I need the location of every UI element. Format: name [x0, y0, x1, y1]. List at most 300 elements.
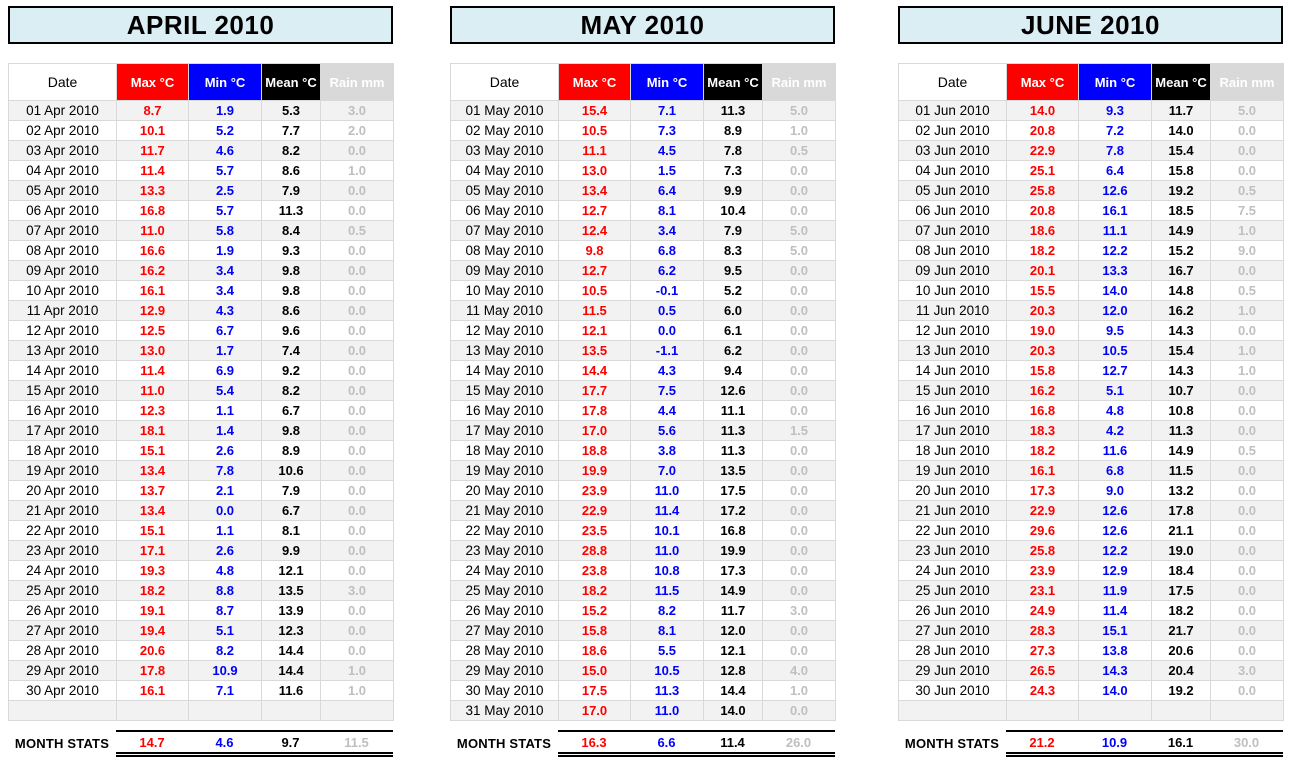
- min-value: 9.5: [1079, 321, 1152, 341]
- date-value: 25 May 2010: [451, 581, 559, 601]
- max-value: 18.1: [117, 421, 189, 441]
- max-value: 12.1: [559, 321, 631, 341]
- max-value: 16.2: [117, 261, 189, 281]
- max-value: 19.9: [559, 461, 631, 481]
- stats-min-value: 10.9: [1101, 735, 1128, 750]
- min-value: 14.3: [1079, 661, 1152, 681]
- month-panel-june: [898, 6, 1283, 757]
- rain-value: 1.0: [321, 161, 394, 181]
- date-value: 11 Apr 2010: [9, 301, 117, 321]
- min-value: 8.8: [189, 581, 262, 601]
- mean-value: 14.9: [1152, 221, 1211, 241]
- date-value: 28 Apr 2010: [9, 641, 117, 661]
- min-value: 11.3: [631, 681, 704, 701]
- rain-value: 0.0: [763, 621, 836, 641]
- min-value: 10.1: [631, 521, 704, 541]
- mean-value: 17.2: [704, 501, 763, 521]
- date-value: 04 Apr 2010: [9, 161, 117, 181]
- mean-value: 7.8: [704, 141, 763, 161]
- date-value: 01 May 2010: [451, 101, 559, 121]
- table-row: [451, 101, 836, 121]
- date-value: 23 May 2010: [451, 541, 559, 561]
- weather-table-body: [9, 101, 394, 721]
- max-value: 23.9: [559, 481, 631, 501]
- table-row: [9, 581, 394, 601]
- mean-value: 11.6: [262, 681, 321, 701]
- min-value: 4.8: [189, 561, 262, 581]
- rain-value: 1.5: [763, 421, 836, 441]
- max-value: 14.4: [559, 361, 631, 381]
- table-row: [451, 401, 836, 421]
- table-row: [9, 121, 394, 141]
- rain-value: 1.0: [763, 681, 836, 701]
- max-value: 20.3: [1007, 341, 1079, 361]
- min-value: 5.5: [631, 641, 704, 661]
- date-value: 16 May 2010: [451, 401, 559, 421]
- table-row: [899, 381, 1284, 401]
- rain-value: 0.0: [763, 321, 836, 341]
- max-value: 16.8: [1007, 401, 1079, 421]
- mean-value: 16.2: [1152, 301, 1211, 321]
- mean-value: 15.8: [1152, 161, 1211, 181]
- table-row: [899, 301, 1284, 321]
- table-row: [451, 301, 836, 321]
- max-value: 11.7: [117, 141, 189, 161]
- max-value: 8.7: [117, 101, 189, 121]
- mean-value: 9.8: [262, 281, 321, 301]
- table-row: [899, 201, 1284, 221]
- rain-value: 0.5: [1211, 441, 1284, 461]
- date-value: 17 Jun 2010: [899, 421, 1007, 441]
- mean-value: 13.9: [262, 601, 321, 621]
- table-row: [451, 641, 836, 661]
- date-value: 26 May 2010: [451, 601, 559, 621]
- min-value: 6.4: [1079, 161, 1152, 181]
- min-value: -0.1: [631, 281, 704, 301]
- date-value: 22 Jun 2010: [899, 521, 1007, 541]
- min-value: 11.0: [631, 541, 704, 561]
- date-value: 07 Jun 2010: [899, 221, 1007, 241]
- table-row: [451, 361, 836, 381]
- date-value: 27 Jun 2010: [899, 621, 1007, 641]
- column-header-max: Max °C: [117, 64, 189, 101]
- max-value: 18.6: [559, 641, 631, 661]
- mean-value: 8.1: [262, 521, 321, 541]
- date-value: 23 Jun 2010: [899, 541, 1007, 561]
- column-header-rain: Rain mm: [1211, 64, 1284, 101]
- table-row: [899, 681, 1284, 701]
- rain-value: 0.0: [321, 281, 394, 301]
- min-value: 7.8: [1079, 141, 1152, 161]
- max-value: 15.2: [559, 601, 631, 621]
- date-value: 09 Jun 2010: [899, 261, 1007, 281]
- rain-value: 0.0: [321, 421, 394, 441]
- mean-value: 12.6: [704, 381, 763, 401]
- min-value: 9.3: [1079, 101, 1152, 121]
- table-row: [899, 181, 1284, 201]
- min-value: 5.7: [189, 201, 262, 221]
- max-value: 15.0: [559, 661, 631, 681]
- min-value: 13.8: [1079, 641, 1152, 661]
- mean-value: 20.4: [1152, 661, 1211, 681]
- rain-value: 0.0: [763, 581, 836, 601]
- min-value: 6.8: [631, 241, 704, 261]
- table-row: [9, 401, 394, 421]
- rain-value: 0.0: [763, 361, 836, 381]
- date-value: 13 May 2010: [451, 341, 559, 361]
- table-row: [451, 321, 836, 341]
- table-row: [9, 621, 394, 641]
- mean-value: 13.5: [262, 581, 321, 601]
- min-value: 8.1: [631, 621, 704, 641]
- max-value: 15.8: [1007, 361, 1079, 381]
- rain-value: 0.0: [321, 541, 394, 561]
- month-title-april: [8, 6, 393, 44]
- mean-value: 9.5: [704, 261, 763, 281]
- empty-cell: [321, 701, 394, 721]
- max-value: 13.7: [117, 481, 189, 501]
- rain-value: 1.0: [1211, 301, 1284, 321]
- mean-value: 21.7: [1152, 621, 1211, 641]
- min-value: 5.8: [189, 221, 262, 241]
- date-value: 04 Jun 2010: [899, 161, 1007, 181]
- date-value: 18 Apr 2010: [9, 441, 117, 461]
- min-value: 7.1: [631, 101, 704, 121]
- mean-value: 15.4: [1152, 141, 1211, 161]
- rain-value: 5.0: [763, 221, 836, 241]
- mean-value: 8.2: [262, 141, 321, 161]
- mean-value: 6.7: [262, 401, 321, 421]
- stats-rain-value: 30.0: [1233, 735, 1260, 750]
- mean-value: 14.8: [1152, 281, 1211, 301]
- date-value: 25 Jun 2010: [899, 581, 1007, 601]
- max-value: 17.3: [1007, 481, 1079, 501]
- rain-value: 0.0: [321, 481, 394, 501]
- min-value: 12.6: [1079, 501, 1152, 521]
- mean-value: 17.5: [1152, 581, 1211, 601]
- max-value: 18.6: [1007, 221, 1079, 241]
- date-value: 14 Apr 2010: [9, 361, 117, 381]
- max-value: 13.0: [559, 161, 631, 181]
- mean-value: 13.2: [1152, 481, 1211, 501]
- mean-value: 11.7: [704, 601, 763, 621]
- date-value: 15 May 2010: [451, 381, 559, 401]
- table-row: [9, 381, 394, 401]
- table-row: [451, 521, 836, 541]
- rain-value: 0.0: [321, 341, 394, 361]
- mean-value: 16.7: [1152, 261, 1211, 281]
- date-value: 24 May 2010: [451, 561, 559, 581]
- min-value: 4.6: [189, 141, 262, 161]
- column-header-mean: Mean °C: [1152, 64, 1211, 101]
- date-value: 13 Jun 2010: [899, 341, 1007, 361]
- rain-value: 0.0: [763, 341, 836, 361]
- column-header-date: Date: [451, 64, 559, 101]
- column-header-rain: Rain mm: [763, 64, 836, 101]
- column-header-max: Max °C: [559, 64, 631, 101]
- min-value: 13.3: [1079, 261, 1152, 281]
- table-row: [451, 561, 836, 581]
- table-row: [899, 141, 1284, 161]
- rain-value: 0.0: [321, 181, 394, 201]
- min-value: 6.7: [189, 321, 262, 341]
- min-value: 11.9: [1079, 581, 1152, 601]
- table-row: [451, 681, 836, 701]
- max-value: 13.4: [559, 181, 631, 201]
- table-row: [899, 641, 1284, 661]
- min-value: 9.0: [1079, 481, 1152, 501]
- mean-value: 5.3: [262, 101, 321, 121]
- table-row: [899, 281, 1284, 301]
- min-value: 5.1: [189, 621, 262, 641]
- column-header-min: Min °C: [1079, 64, 1152, 101]
- table-row: [451, 141, 836, 161]
- rain-value: 0.0: [321, 241, 394, 261]
- mean-value: 17.5: [704, 481, 763, 501]
- rain-value: 0.0: [763, 441, 836, 461]
- max-value: 17.1: [117, 541, 189, 561]
- rain-value: 0.0: [763, 481, 836, 501]
- stats-min-value: 6.6: [657, 735, 676, 750]
- empty-cell: [1152, 701, 1211, 721]
- rain-value: 0.0: [321, 321, 394, 341]
- mean-value: 5.2: [704, 281, 763, 301]
- mean-value: 14.9: [1152, 441, 1211, 461]
- rain-value: 0.0: [321, 381, 394, 401]
- mean-value: 11.7: [1152, 101, 1211, 121]
- date-value: 19 Apr 2010: [9, 461, 117, 481]
- mean-value: 9.9: [262, 541, 321, 561]
- max-value: 9.8: [559, 241, 631, 261]
- month-title-may: [450, 6, 835, 44]
- max-value: 17.8: [559, 401, 631, 421]
- min-value: 0.5: [631, 301, 704, 321]
- rain-value: 3.0: [321, 101, 394, 121]
- min-value: 16.1: [1079, 201, 1152, 221]
- empty-cell: [1007, 701, 1079, 721]
- rain-value: 0.0: [1211, 261, 1284, 281]
- rain-value: 0.0: [1211, 461, 1284, 481]
- date-value: 17 Apr 2010: [9, 421, 117, 441]
- max-value: 19.1: [117, 601, 189, 621]
- rain-value: 4.0: [763, 661, 836, 681]
- mean-value: 8.3: [704, 241, 763, 261]
- rain-value: 0.0: [1211, 401, 1284, 421]
- empty-row: [899, 701, 1284, 721]
- min-value: 6.8: [1079, 461, 1152, 481]
- table-row: [451, 541, 836, 561]
- date-value: 06 Apr 2010: [9, 201, 117, 221]
- rain-value: 0.0: [321, 401, 394, 421]
- max-value: 16.2: [1007, 381, 1079, 401]
- date-value: 27 Apr 2010: [9, 621, 117, 641]
- min-value: 2.5: [189, 181, 262, 201]
- date-value: 07 May 2010: [451, 221, 559, 241]
- max-value: 25.8: [1007, 541, 1079, 561]
- mean-value: 11.3: [704, 101, 763, 121]
- date-value: 12 May 2010: [451, 321, 559, 341]
- max-value: 25.8: [1007, 181, 1079, 201]
- table-row: [899, 661, 1284, 681]
- date-value: 10 May 2010: [451, 281, 559, 301]
- max-value: 17.0: [559, 421, 631, 441]
- date-value: 20 Apr 2010: [9, 481, 117, 501]
- table-row: [899, 241, 1284, 261]
- table-row: [899, 561, 1284, 581]
- stats-mean-value: 9.7: [281, 735, 300, 750]
- max-value: 12.7: [559, 261, 631, 281]
- rain-value: 0.5: [321, 221, 394, 241]
- date-value: 26 Apr 2010: [9, 601, 117, 621]
- table-row: [899, 401, 1284, 421]
- max-value: 13.4: [117, 461, 189, 481]
- table-row: [899, 581, 1284, 601]
- max-value: 25.1: [1007, 161, 1079, 181]
- date-value: 05 Apr 2010: [9, 181, 117, 201]
- date-value: 27 May 2010: [451, 621, 559, 641]
- table-row: [451, 501, 836, 521]
- rain-value: 1.0: [321, 661, 394, 681]
- rain-value: 0.0: [1211, 581, 1284, 601]
- rain-value: 0.0: [321, 601, 394, 621]
- rain-value: 0.0: [321, 141, 394, 161]
- table-row: [9, 421, 394, 441]
- min-value: 1.5: [631, 161, 704, 181]
- mean-value: 7.3: [704, 161, 763, 181]
- min-value: 8.7: [189, 601, 262, 621]
- table-row: [451, 221, 836, 241]
- table-row: [451, 701, 836, 721]
- date-value: 10 Apr 2010: [9, 281, 117, 301]
- mean-value: 18.4: [1152, 561, 1211, 581]
- rain-value: 0.0: [321, 641, 394, 661]
- min-value: 10.5: [631, 661, 704, 681]
- date-value: 04 May 2010: [451, 161, 559, 181]
- date-value: 01 Apr 2010: [9, 101, 117, 121]
- rain-value: 5.0: [763, 241, 836, 261]
- stats-max-value: 16.3: [581, 735, 607, 750]
- max-value: 17.0: [559, 701, 631, 721]
- table-row: [451, 281, 836, 301]
- max-value: 12.9: [117, 301, 189, 321]
- rain-value: 7.5: [1211, 201, 1284, 221]
- mean-value: 13.5: [704, 461, 763, 481]
- max-value: 28.8: [559, 541, 631, 561]
- table-row: [899, 521, 1284, 541]
- min-value: 11.1: [1079, 221, 1152, 241]
- mean-value: 17.3: [704, 561, 763, 581]
- max-value: 20.1: [1007, 261, 1079, 281]
- date-value: 06 Jun 2010: [899, 201, 1007, 221]
- empty-cell: [1079, 701, 1152, 721]
- column-header-rain: Rain mm: [321, 64, 394, 101]
- mean-value: 10.8: [1152, 401, 1211, 421]
- date-value: 23 Apr 2010: [9, 541, 117, 561]
- mean-value: 14.3: [1152, 321, 1211, 341]
- table-row: [9, 221, 394, 241]
- min-value: 4.3: [631, 361, 704, 381]
- mean-value: 12.1: [262, 561, 321, 581]
- date-value: 08 May 2010: [451, 241, 559, 261]
- date-value: 07 Apr 2010: [9, 221, 117, 241]
- rain-value: 0.0: [763, 401, 836, 421]
- table-row: [9, 441, 394, 461]
- empty-cell: [262, 701, 321, 721]
- max-value: 26.5: [1007, 661, 1079, 681]
- table-row: [451, 461, 836, 481]
- mean-value: 7.7: [262, 121, 321, 141]
- rain-value: 0.0: [763, 201, 836, 221]
- mean-value: 11.3: [262, 201, 321, 221]
- rain-value: 0.0: [1211, 561, 1284, 581]
- mean-value: 19.2: [1152, 181, 1211, 201]
- rain-value: 0.0: [763, 701, 836, 721]
- table-row: [451, 181, 836, 201]
- table-row: [9, 561, 394, 581]
- rain-value: 0.0: [1211, 141, 1284, 161]
- month-title-text: MAY 2010: [580, 9, 705, 40]
- mean-value: 9.9: [704, 181, 763, 201]
- min-value: 0.0: [189, 501, 262, 521]
- mean-value: 12.8: [704, 661, 763, 681]
- date-value: 29 Apr 2010: [9, 661, 117, 681]
- date-value: 28 May 2010: [451, 641, 559, 661]
- max-value: 13.0: [117, 341, 189, 361]
- mean-value: 19.0: [1152, 541, 1211, 561]
- date-value: 15 Apr 2010: [9, 381, 117, 401]
- mean-value: 14.3: [1152, 361, 1211, 381]
- min-value: 1.9: [189, 101, 262, 121]
- table-row: [451, 201, 836, 221]
- rain-value: 0.0: [321, 461, 394, 481]
- max-value: 17.5: [559, 681, 631, 701]
- date-value: 16 Apr 2010: [9, 401, 117, 421]
- column-header-min: Min °C: [189, 64, 262, 101]
- mean-value: 14.0: [704, 701, 763, 721]
- date-value: 03 Apr 2010: [9, 141, 117, 161]
- table-row: [9, 241, 394, 261]
- table-row: [9, 261, 394, 281]
- rain-value: 1.0: [321, 681, 394, 701]
- min-value: 7.2: [1079, 121, 1152, 141]
- month-title-text: APRIL 2010: [126, 9, 275, 40]
- month-panel-may: [450, 6, 835, 757]
- min-value: 4.4: [631, 401, 704, 421]
- rain-value: 0.0: [1211, 681, 1284, 701]
- table-row: [451, 481, 836, 501]
- min-value: 6.4: [631, 181, 704, 201]
- max-value: 11.1: [559, 141, 631, 161]
- max-value: 16.6: [117, 241, 189, 261]
- max-value: 18.2: [1007, 241, 1079, 261]
- min-value: 1.1: [189, 401, 262, 421]
- empty-row: [9, 701, 394, 721]
- rain-value: 0.0: [763, 381, 836, 401]
- mean-value: 8.9: [262, 441, 321, 461]
- rain-value: 0.0: [1211, 501, 1284, 521]
- mean-value: 8.9: [704, 121, 763, 141]
- table-row: [899, 341, 1284, 361]
- rain-value: 0.0: [1211, 641, 1284, 661]
- rain-value: 0.0: [1211, 541, 1284, 561]
- rain-value: 0.5: [763, 141, 836, 161]
- mean-value: 21.1: [1152, 521, 1211, 541]
- date-value: 14 May 2010: [451, 361, 559, 381]
- mean-value: 14.4: [704, 681, 763, 701]
- date-value: 11 May 2010: [451, 301, 559, 321]
- rain-value: 3.0: [763, 601, 836, 621]
- mean-value: 7.4: [262, 341, 321, 361]
